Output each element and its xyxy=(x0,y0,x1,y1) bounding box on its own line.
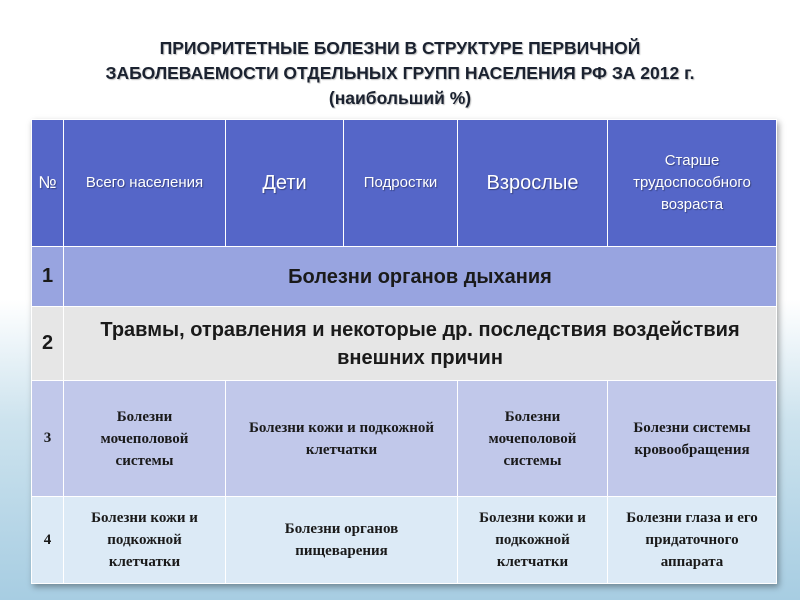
cell-children-teens: Болезни кожи и подкожной клетчатки xyxy=(226,381,458,497)
cell-adults: Болезни мочеполовой системы xyxy=(458,381,608,497)
cell-children-teens: Болезни органов пищеварения xyxy=(226,497,458,584)
row-number: 2 xyxy=(32,307,64,381)
cell-total-population: Болезни кожи и подкожной клетчатки xyxy=(64,497,226,584)
table-header-row xyxy=(32,120,777,247)
header-teens: Подростки xyxy=(344,120,458,247)
header-adults: Взрослые xyxy=(458,120,608,247)
header-total-population: Всего населения xyxy=(64,120,226,247)
table-row xyxy=(32,381,777,497)
header-elderly: Старше трудоспособного возраста xyxy=(608,120,777,247)
slide-title xyxy=(0,36,800,111)
row-merged-cell: Травмы, отравления и некоторые др. последствия воздействия внешних причин xyxy=(64,307,777,381)
disease-priority-table xyxy=(31,119,777,584)
row-number: 1 xyxy=(32,247,64,307)
cell-adults: Болезни кожи и подкожной клетчатки xyxy=(458,497,608,584)
cell-elderly: Болезни системы кровообращения xyxy=(608,381,777,497)
title-line-1: ПРИОРИТЕТНЫЕ БОЛЕЗНИ В СТРУКТУРЕ ПЕРВИЧНОЙ xyxy=(159,38,641,58)
row-merged-cell: Болезни органов дыхания xyxy=(64,247,777,307)
row-number: 4 xyxy=(32,497,64,584)
table-row xyxy=(32,497,777,584)
row-number: 3 xyxy=(32,381,64,497)
table-row xyxy=(32,307,777,381)
header-num: № xyxy=(32,120,64,247)
cell-elderly: Болезни глаза и его придаточного аппарата xyxy=(608,497,777,584)
title-line-2: ЗАБОЛЕВАЕМОСТИ ОТДЕЛЬНЫХ ГРУПП НАСЕЛЕНИЯ РФ ЗА 2012 г. xyxy=(105,63,695,83)
table-row xyxy=(32,247,777,307)
header-children: Дети xyxy=(226,120,344,247)
title-line-3: (наибольший %) xyxy=(328,88,472,108)
cell-total-population: Болезни мочеполовой системы xyxy=(64,381,226,497)
